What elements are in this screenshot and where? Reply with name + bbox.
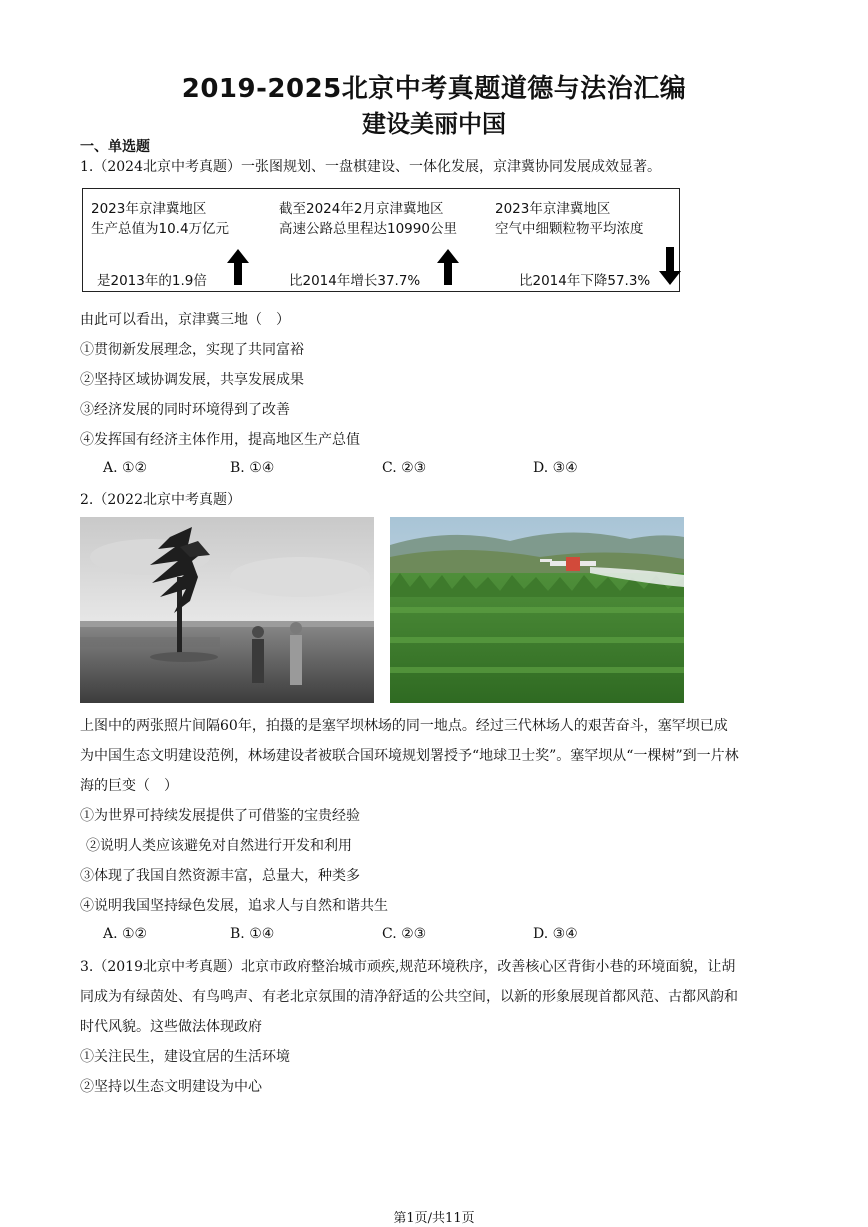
q1-stem: 1.（2024北京中考真题）一张图规划、一盘棋建设、一体化发展，京津冀协同发展成效显著。: [80, 159, 661, 175]
q1-option-b[interactable]: B. ①④: [230, 460, 275, 476]
box-col3-line3: 比2014年下降57.3%: [519, 273, 651, 289]
q2-item-4: ④说明我国坚持绿色发展，追求人与自然和谐共生: [80, 898, 388, 914]
page-footer: 第1页/共11页: [393, 1211, 475, 1226]
section-heading: 一、单选题: [80, 139, 150, 155]
box-col2-line1: 截至2024年2月京津冀地区: [279, 201, 444, 217]
document-subtitle: 建设美丽中国: [362, 110, 506, 138]
photo-lone-tree: [80, 517, 374, 703]
q3-item-1: ①关注民生，建设宜居的生活环境: [80, 1049, 290, 1065]
q1-option-d[interactable]: D. ③④: [533, 460, 578, 476]
q1-item-1: ①贯彻新发展理念，实现了共同富裕: [80, 342, 304, 358]
box-col1-line1: 2023年京津冀地区: [91, 201, 207, 217]
box-col3-line2: 空气中细颗粒物平均浓度: [495, 221, 644, 237]
q2-option-b[interactable]: B. ①④: [230, 926, 275, 942]
up-arrow-icon: [227, 249, 249, 289]
q3-item-2: ②坚持以生态文明建设为中心: [80, 1079, 262, 1095]
q2-item-3: ③体现了我国自然资源丰富，总量大，种类多: [80, 868, 360, 884]
box-col2-line2: 高速公路总里程达10990公里: [279, 221, 457, 237]
q3-line3: 时代风貌。这些做法体现政府: [80, 1019, 262, 1035]
q2-option-d[interactable]: D. ③④: [533, 926, 578, 942]
q2-option-c[interactable]: C. ②③: [382, 926, 427, 942]
q1-item-3: ③经济发展的同时环境得到了改善: [80, 402, 290, 418]
box-col3-line1: 2023年京津冀地区: [495, 201, 611, 217]
q1-option-a[interactable]: A. ①②: [103, 460, 148, 476]
q2-stem: 2.（2022北京中考真题）: [80, 492, 241, 508]
q1-item-2: ②坚持区域协调发展，共享发展成果: [80, 372, 304, 388]
document-title: 2019-2025北京中考真题道德与法治汇编: [181, 74, 687, 104]
q2-item-1: ①为世界可持续发展提供了可借鉴的宝贵经验: [80, 808, 360, 824]
down-arrow-icon: [659, 247, 681, 289]
q2-para-line1: 上图中的两张照片间隔60年，拍摄的是塞罕坝林场的同一地点。经过三代林场人的艰苦奋斗，塞罕坝已成: [80, 718, 728, 734]
q1-item-4: ④发挥国有经济主体作用，提高地区生产总值: [80, 432, 360, 448]
q2-para-line2: 为中国生态文明建设范例，林场建设者被联合国环境规划署授予“地球卫士奖”。塞罕坝从“一棵树”到一片林: [80, 748, 739, 764]
box-col2-line3: 比2014年增长37.7%: [289, 273, 421, 289]
q1-question: 由此可以看出，京津冀三地（ ）: [80, 312, 290, 328]
q1-option-c[interactable]: C. ②③: [382, 460, 427, 476]
q3-line2: 同成为有绿茵处、有鸟鸣声、有老北京氛围的清净舒适的公共空间，以新的形象展现首都风范、古都风韵和: [80, 989, 738, 1005]
photo-forest-airplane: [390, 517, 684, 703]
q3-line1: 3.（2019北京中考真题）北京市政府整治城市顽疾,规范环境秩序，改善核心区背街小巷的环境面貌，让胡: [80, 959, 736, 975]
q2-option-a[interactable]: A. ①②: [103, 926, 148, 942]
q2-item-2: ②说明人类应该避免对自然进行开发和利用: [86, 838, 352, 854]
box-col1-line3: 是2013年的1.9倍: [97, 273, 207, 289]
up-arrow-icon: [437, 249, 459, 289]
q1-data-box: [82, 188, 680, 292]
q2-para-line3: 海的巨变（ ）: [80, 778, 178, 794]
box-col1-line2: 生产总值为10.4万亿元: [91, 221, 230, 237]
